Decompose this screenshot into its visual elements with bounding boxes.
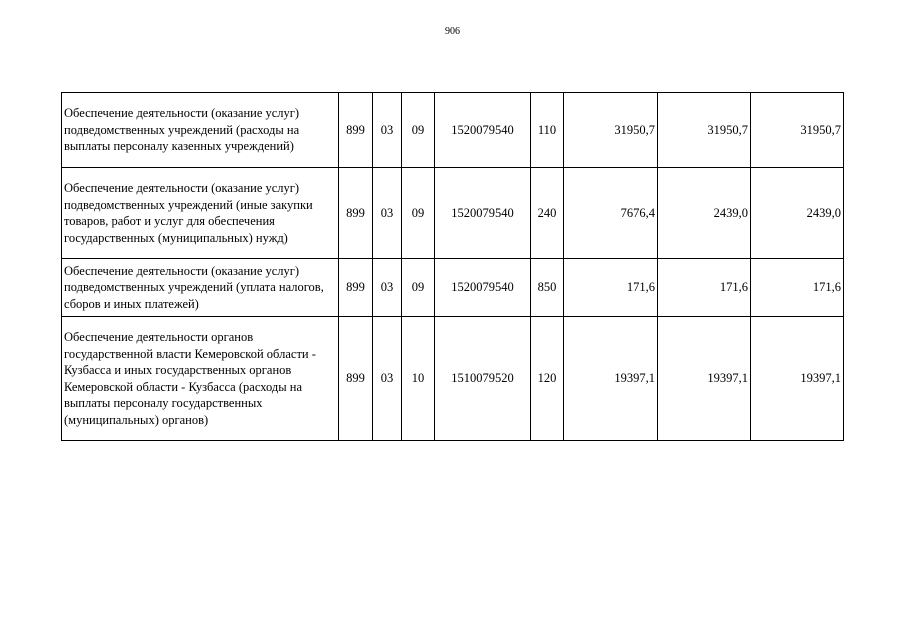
amount-year-1: 7676,4: [564, 168, 658, 259]
amount-year-1: 171,6: [564, 259, 658, 317]
row-description: Обеспечение деятельности (оказание услуг) подведомственных учреждений (иные закупки товаров, работ и услуг для обеспечения государственных (муниципальных) нужд): [62, 168, 339, 259]
table-row: [62, 259, 844, 317]
amount-year-3: 2439,0: [751, 168, 844, 259]
table-row: [62, 168, 844, 259]
section-code: 03: [373, 259, 402, 317]
target-article-code: 1510079520: [435, 317, 531, 441]
amount-year-2: 31950,7: [658, 93, 751, 168]
amount-year-1: 31950,7: [564, 93, 658, 168]
expense-type-code: 110: [531, 93, 564, 168]
subsection-code: 09: [402, 259, 435, 317]
table-row: [62, 93, 844, 168]
row-description: Обеспечение деятельности (оказание услуг) подведомственных учреждений (уплата налогов, сборов и иных платежей): [62, 259, 339, 317]
amount-year-3: 19397,1: [751, 317, 844, 441]
subsection-code: 09: [402, 168, 435, 259]
amount-year-1: 19397,1: [564, 317, 658, 441]
ministry-code: 899: [339, 168, 373, 259]
amount-year-2: 2439,0: [658, 168, 751, 259]
table-row: [62, 317, 844, 441]
budget-table: [61, 92, 844, 441]
row-description: Обеспечение деятельности органов государственной власти Кемеровской области - Кузбасса и иных государственных органов Кемеровской области - Кузбасса (расходы на выплаты персоналу государственных (муниципальных) органов): [62, 317, 339, 441]
ministry-code: 899: [339, 93, 373, 168]
amount-year-2: 19397,1: [658, 317, 751, 441]
section-code: 03: [373, 168, 402, 259]
section-code: 03: [373, 317, 402, 441]
amount-year-2: 171,6: [658, 259, 751, 317]
amount-year-3: 31950,7: [751, 93, 844, 168]
target-article-code: 1520079540: [435, 93, 531, 168]
expense-type-code: 120: [531, 317, 564, 441]
section-code: 03: [373, 93, 402, 168]
expense-type-code: 850: [531, 259, 564, 317]
subsection-code: 10: [402, 317, 435, 441]
target-article-code: 1520079540: [435, 259, 531, 317]
target-article-code: 1520079540: [435, 168, 531, 259]
ministry-code: 899: [339, 317, 373, 441]
expense-type-code: 240: [531, 168, 564, 259]
subsection-code: 09: [402, 93, 435, 168]
row-description: Обеспечение деятельности (оказание услуг) подведомственных учреждений (расходы на выплаты персоналу казенных учреждений): [62, 93, 339, 168]
ministry-code: 899: [339, 259, 373, 317]
page-number: 906: [445, 26, 460, 37]
amount-year-3: 171,6: [751, 259, 844, 317]
